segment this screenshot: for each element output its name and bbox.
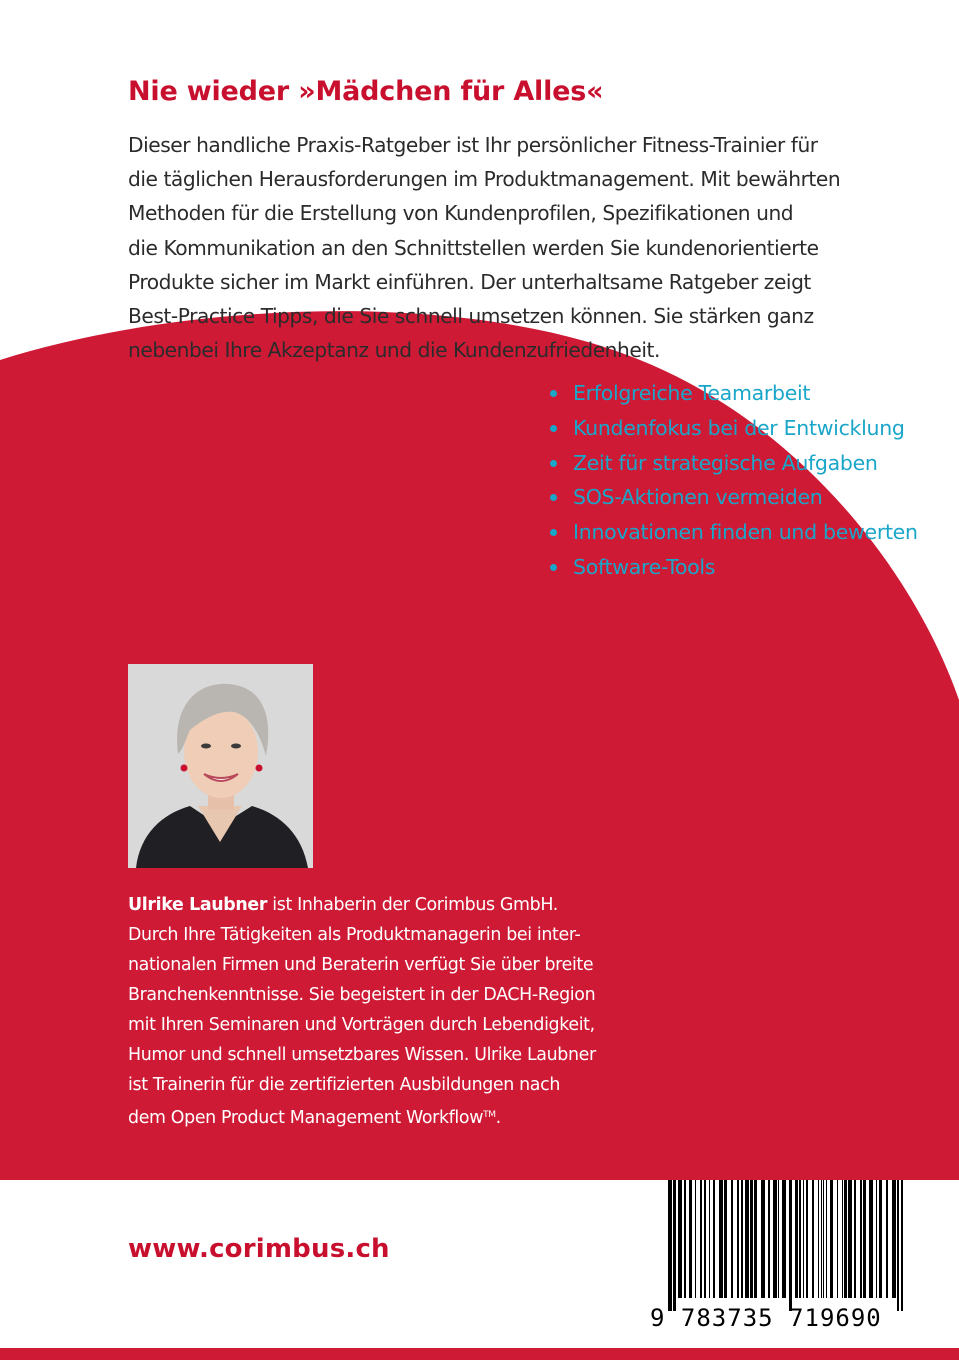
barcode-bar	[684, 1180, 686, 1298]
feature-item: Software-Tools	[548, 550, 918, 585]
barcode-bar	[719, 1180, 723, 1298]
feature-list	[548, 376, 918, 585]
barcode-bar	[668, 1180, 672, 1311]
author-name: Ulrike Laubner	[128, 895, 268, 915]
barcode-bar	[879, 1180, 882, 1298]
barcode-bar	[803, 1180, 804, 1298]
barcode-bar	[795, 1180, 798, 1298]
bio-line: ist Trainerin für die zertifizierten Ausbildungen nach	[128, 1075, 560, 1095]
intro-line: Methoden für die Erstellung von Kundenprofilen, Spezifikationen und	[128, 201, 794, 226]
author-portrait	[128, 664, 313, 868]
barcode-bar	[741, 1180, 743, 1298]
intro-line: Dieser handliche Praxis-Ratgeber ist Ihr persönlicher Fitness-Trainier für	[128, 133, 818, 157]
barcode-bar	[673, 1180, 676, 1311]
barcode-bar	[724, 1180, 727, 1298]
bio-line: mit Ihren Seminaren und Vorträgen durch Lebendigkeit,	[128, 1015, 595, 1035]
barcode-bar	[700, 1180, 702, 1298]
barcode-bar	[886, 1180, 888, 1298]
barcode-bar	[848, 1180, 852, 1298]
feature-item: Innovationen finden und bewerten	[548, 515, 918, 550]
barcode-bar	[876, 1180, 877, 1298]
barcode-bar	[737, 1180, 739, 1298]
bio-line: nationalen Firmen und Beraterin verfügt Sie über breite	[128, 955, 594, 975]
bio-line: Humor und schnell umsetzbares Wissen. Ulrike Laubner	[128, 1045, 596, 1065]
barcode-bar	[892, 1180, 896, 1298]
author-bio	[128, 890, 648, 1133]
barcode-bar	[689, 1180, 692, 1298]
barcode-bar	[860, 1180, 862, 1298]
barcode-bar	[731, 1180, 733, 1298]
barcode-bar	[869, 1180, 873, 1298]
barcode-bar	[799, 1180, 801, 1298]
isbn-barcode	[650, 1180, 908, 1338]
bio-line: Durch Ihre Tätigkeiten als Produktmanagerin bei inter-	[128, 925, 581, 945]
barcode-bar	[844, 1180, 847, 1298]
intro-line: Best-Practice Tipps, die Sie schnell umsetzen können. Sie stärken ganz	[128, 304, 814, 329]
barcode-bar	[745, 1180, 749, 1298]
intro-line: die Kommunikation an den Schnittstellen werden Sie kundenorientierte	[128, 235, 819, 260]
intro-paragraph	[128, 128, 888, 367]
barcode-bar	[713, 1180, 715, 1298]
barcode-bar	[709, 1180, 710, 1298]
barcode-bar	[768, 1180, 770, 1298]
barcode-bar	[863, 1180, 866, 1298]
intro-line: nebenbei Ihre Akzeptanz und die Kundenzufriedenheit.	[128, 338, 660, 363]
barcode-bar	[842, 1180, 843, 1298]
bio-line	[128, 1100, 648, 1133]
barcode-bar	[754, 1180, 757, 1298]
feature-item: Zeit für strategische Aufgaben	[548, 446, 918, 481]
barcode-bar	[678, 1180, 682, 1298]
barcode-bars	[668, 1180, 904, 1311]
trademark: TM	[483, 1110, 496, 1120]
barcode-bar	[773, 1180, 777, 1298]
barcode-bar	[761, 1180, 765, 1298]
barcode-bar	[830, 1180, 833, 1298]
barcode-bar	[782, 1180, 786, 1298]
intro-line: die täglichen Herausforderungen im Produktmanagement. Mit bewährten	[128, 167, 841, 192]
intro-line: Produkte sicher im Markt einführen. Der unterhaltsame Ratgeber zeigt	[128, 269, 811, 294]
feature-item: SOS-Aktionen vermeiden	[548, 480, 918, 515]
barcode-bar	[821, 1180, 822, 1298]
bio-line: Branchenkenntnisse. Sie begeistert in der DACH-Region	[128, 985, 596, 1005]
bio-text: ist Inhaberin der Corimbus GmbH.	[267, 895, 558, 915]
barcode-bar	[704, 1180, 706, 1298]
barcode-bar	[806, 1180, 808, 1298]
barcode-bar	[818, 1180, 819, 1298]
bio-text: .	[495, 1108, 501, 1128]
bio-line	[128, 890, 648, 920]
barcode-bar	[897, 1180, 899, 1311]
barcode-bar	[854, 1180, 856, 1298]
barcode-bar	[695, 1180, 696, 1298]
barcode-bar	[812, 1180, 814, 1298]
bio-text: dem Open Product Management Workflow	[128, 1108, 484, 1128]
feature-item: Erfolgreiche Teamarbeit	[548, 376, 918, 411]
barcode-bar	[750, 1180, 753, 1298]
barcode-bar	[778, 1180, 779, 1298]
barcode-digits: 9 783735 719690	[650, 1304, 882, 1332]
barcode-bar	[823, 1180, 824, 1298]
barcode-bar	[837, 1180, 838, 1298]
barcode-bar	[901, 1180, 903, 1311]
feature-item: Kundenfokus bei der Entwicklung	[548, 411, 918, 446]
headline: Nie wieder »Mädchen für Alles«	[128, 76, 604, 107]
barcode-bar	[826, 1180, 827, 1298]
barcode-bar	[789, 1180, 792, 1311]
website-url[interactable]: www.corimbus.ch	[128, 1234, 390, 1264]
